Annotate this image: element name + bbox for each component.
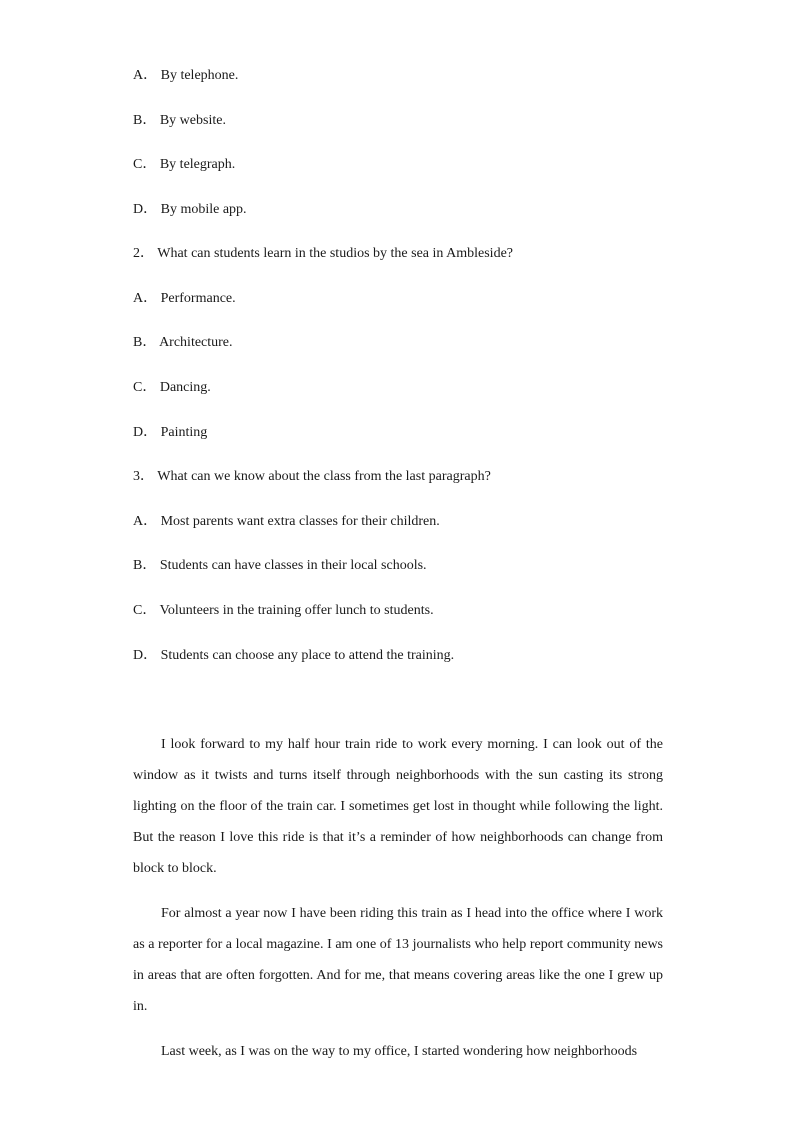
q2-option-c: C． Dancing. [133, 380, 211, 395]
q1-option-d: D． By mobile app. [133, 202, 247, 217]
q1-option-b: B． By website. [133, 113, 226, 128]
q2-option-a: A． Performance. [133, 291, 236, 306]
q2-stem: 2． What can students learn in the studios by the sea in Ambleside? [133, 246, 513, 261]
passage-paragraph-2: For almost a year now I have been riding this train as I head into the office where I work as a reporter for a local magazine. I am one of 13 journalists who help report community news in areas that are often forgotten. And for me, that means covering areas like the one I grew up in. [133, 906, 663, 1014]
q3-option-a: A． Most parents want extra classes for their children. [133, 514, 440, 529]
passage-paragraph-3: Last week, as I was on the way to my office, I started wondering how neighborhoods [161, 1044, 638, 1059]
q3-option-c: C． Volunteers in the training offer lunch to students. [133, 603, 434, 618]
q2-option-b: B． Architecture. [133, 335, 233, 350]
q1-option-c: C． By telegraph. [133, 157, 236, 172]
passage-paragraph-1: I look forward to my half hour train ride to work every morning. I can look out of the window as it twists and turns itself through neighborhoods with the sun casting its strong lighting on the floor of the train car. I sometimes get lost in thought while following the light. But the reason I love this ride is that it’s a reminder of how neighborhoods can change from block to block. [133, 737, 663, 876]
q1-option-a: A． By telephone. [133, 68, 239, 83]
q3-option-d: D． Students can choose any place to attend the training. [133, 648, 455, 663]
q2-option-d: D． Painting [133, 425, 208, 440]
q3-stem: 3． What can we know about the class from the last paragraph? [133, 469, 491, 484]
q3-option-b: B． Students can have classes in their local schools. [133, 558, 427, 573]
